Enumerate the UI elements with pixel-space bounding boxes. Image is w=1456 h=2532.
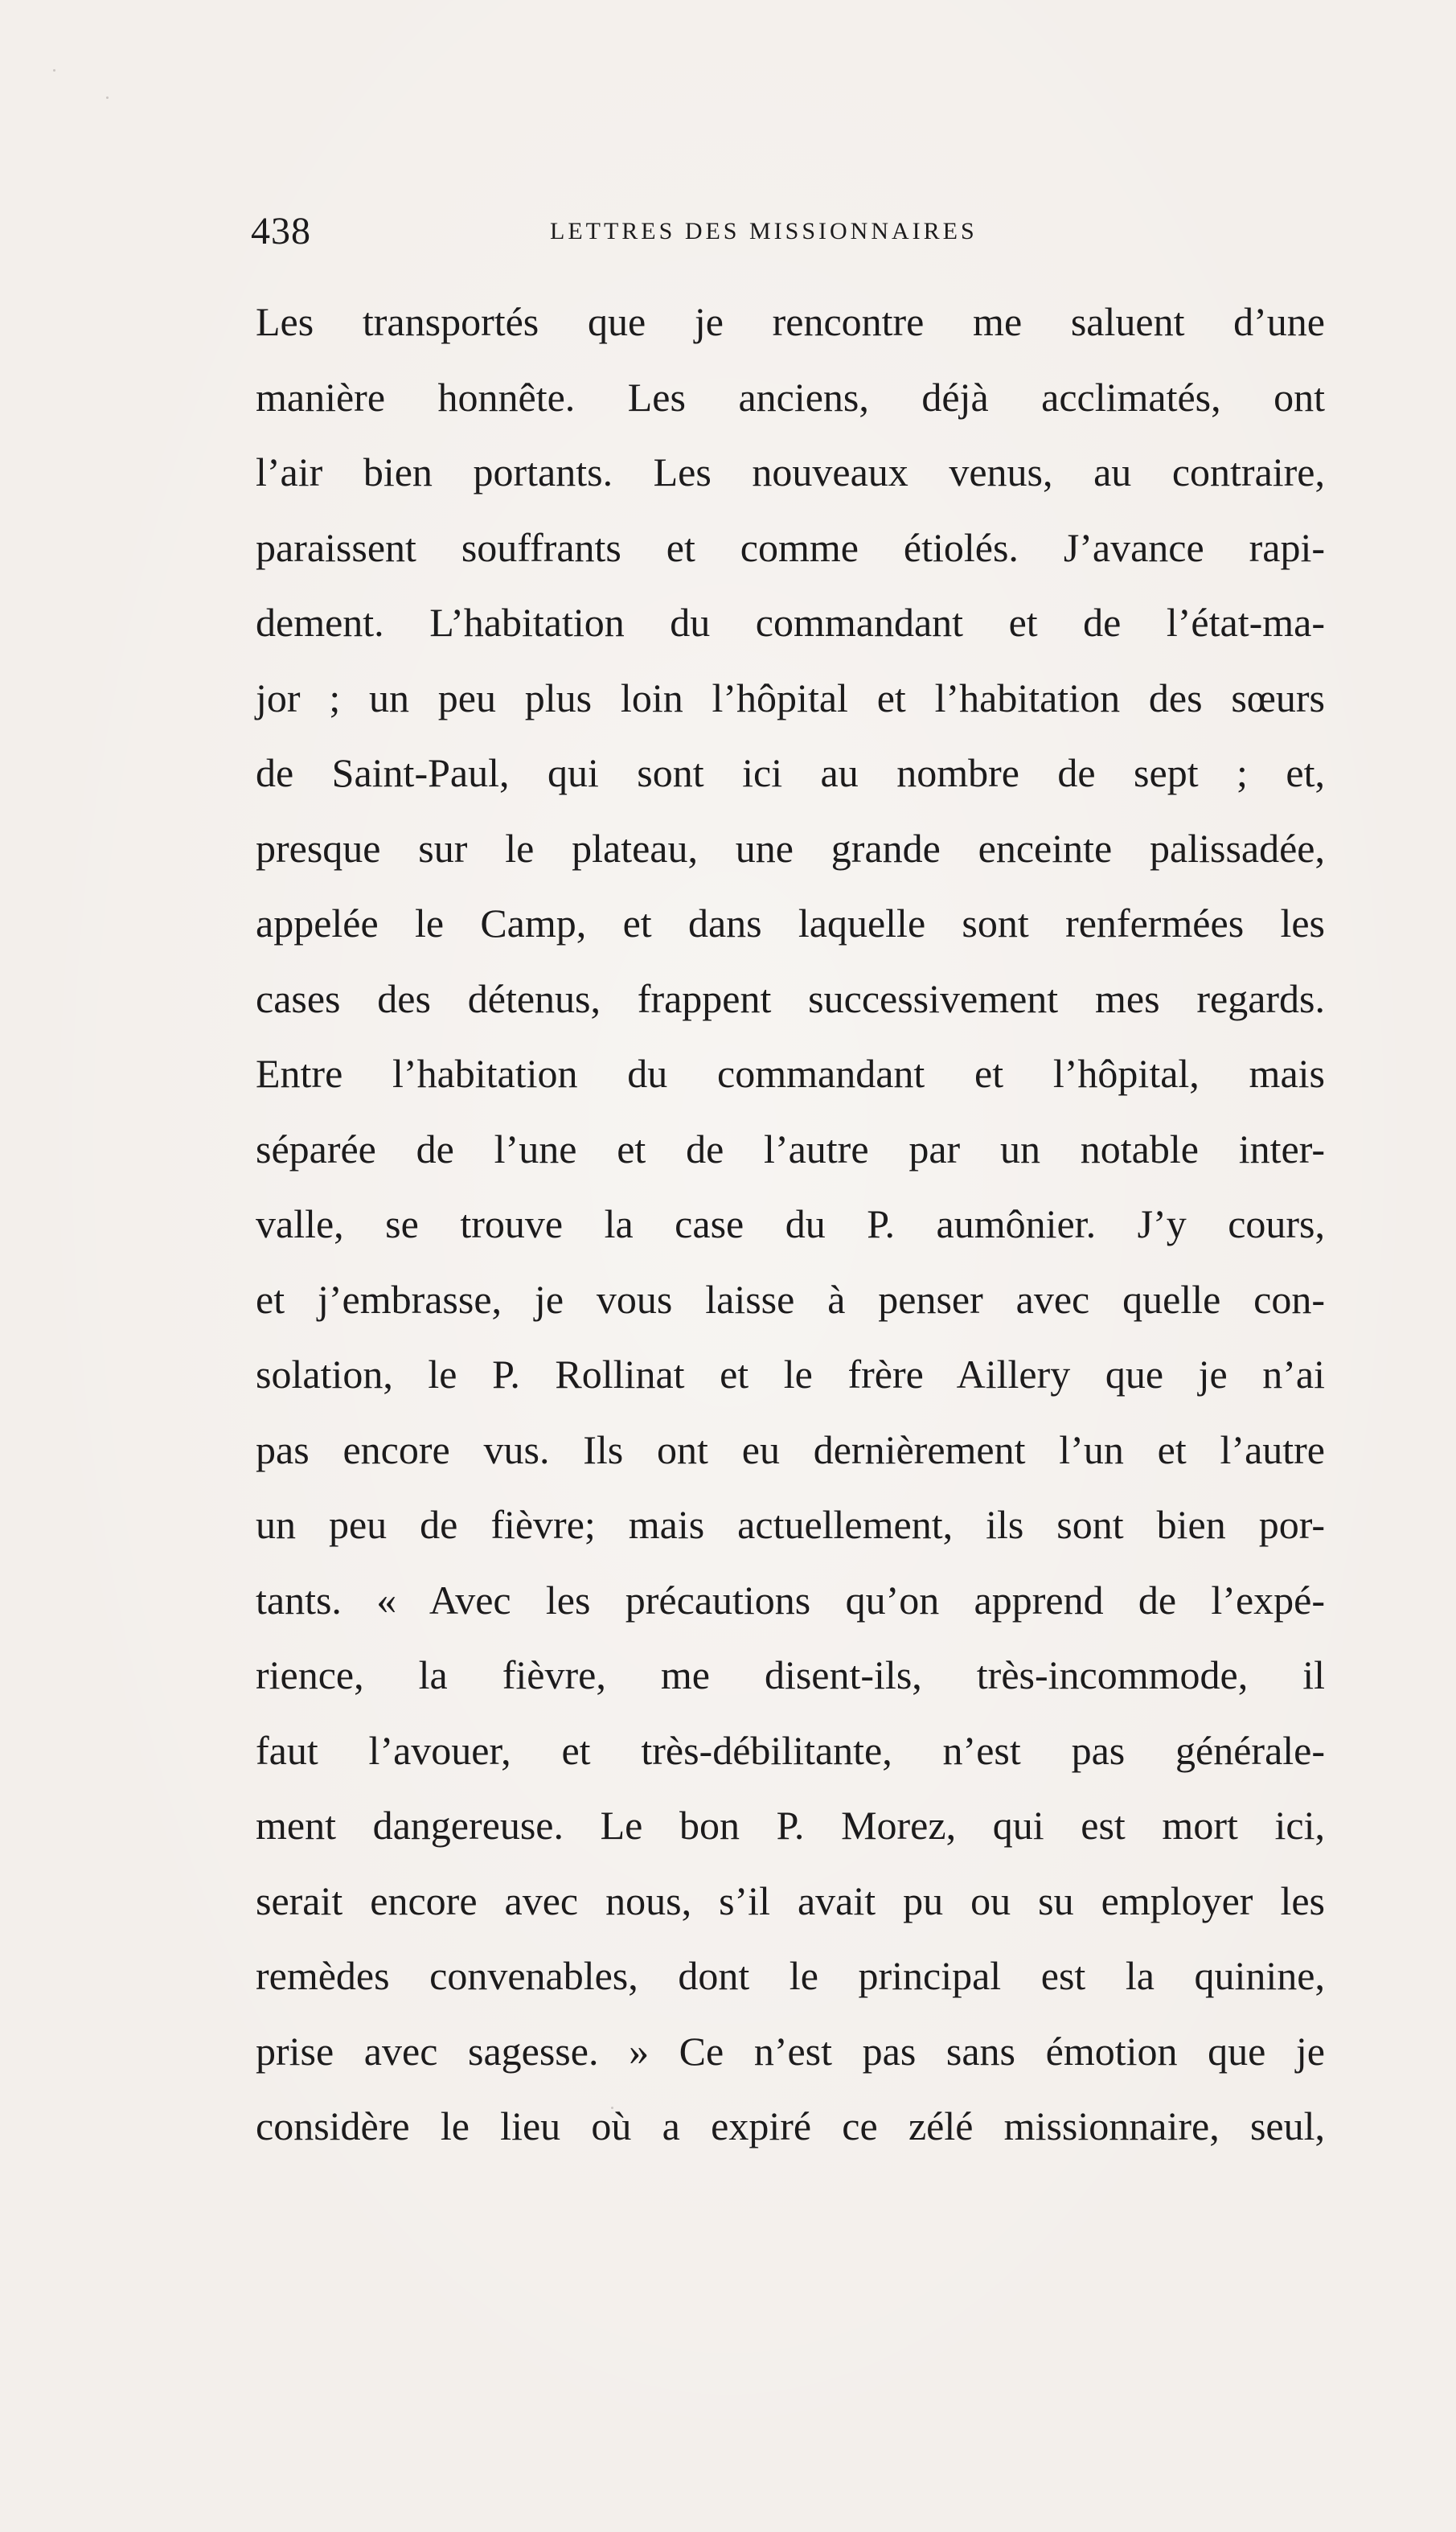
text-line: cases des détenus, frappent successivement mes regards. [256,975,1325,1021]
text-line: paraissent souffrants et comme étiolés. J’avance rapi- [256,524,1325,570]
text-line: l’air bien portants. Les nouveaux venus, au contraire, [256,449,1325,494]
page-number: 438 [251,210,311,252]
text-line: tants. « Avec les précautions qu’on apprend de l’expé- [256,1577,1325,1623]
text-line: dement. L’habitation du commandant et de l’état-ma- [256,600,1325,645]
body-text [256,285,1325,2165]
text-line: serait encore avec nous, s’il avait pu ou su employer les [256,1877,1325,1923]
text-line: pas encore vus. Ils ont eu dernièrement l’un et l’autre [256,1426,1325,1472]
text-line: valle, se trouve la case du P. aumônier. J’y cours, [256,1201,1325,1246]
paper-speck [53,69,55,72]
running-head: LETTRES DES MISSIONNAIRES [550,218,978,244]
text-line: faut l’avouer, et très-débilitante, n’est pas générale- [256,1727,1325,1773]
text-line: considère le lieu où a expiré ce zélé missionnaire, seul, [256,2103,1325,2148]
text-line: ment dangereuse. Le bon P. Morez, qui est mort ici, [256,1803,1325,1848]
page-header [251,207,1328,264]
text-line: et j’embrasse, je vous laisse à penser avec quelle con- [256,1276,1325,1322]
text-line: de Saint-Paul, qui sont ici au nombre de sept ; et, [256,750,1325,795]
text-line: solation, le P. Rollinat et le frère Aillery que je n’ai [256,1352,1325,1397]
text-line: appelée le Camp, et dans laquelle sont renfermées les [256,901,1325,946]
text-line: un peu de fièvre; mais actuellement, ils sont bien por- [256,1502,1325,1547]
text-line: Entre l’habitation du commandant et l’hôpital, mais [256,1051,1325,1096]
text-line: remèdes convenables, dont le principal est la quinine, [256,1953,1325,1998]
text-line: séparée de l’une et de l’autre par un notable inter- [256,1126,1325,1172]
text-line: rience, la fièvre, me disent-ils, très-incommode, il [256,1652,1325,1697]
text-line: presque sur le plateau, une grande enceinte palissadée, [256,825,1325,871]
text-line: prise avec sagesse. » Ce n’est pas sans émotion que je [256,2028,1325,2074]
text-line: jor ; un peu plus loin l’hôpital et l’habitation des sœurs [256,675,1325,720]
text-line: Les transportés que je rencontre me saluent d’une [256,299,1325,344]
text-line: manière honnête. Les anciens, déjà acclimatés, ont [256,374,1325,420]
paper-speck [106,96,109,99]
